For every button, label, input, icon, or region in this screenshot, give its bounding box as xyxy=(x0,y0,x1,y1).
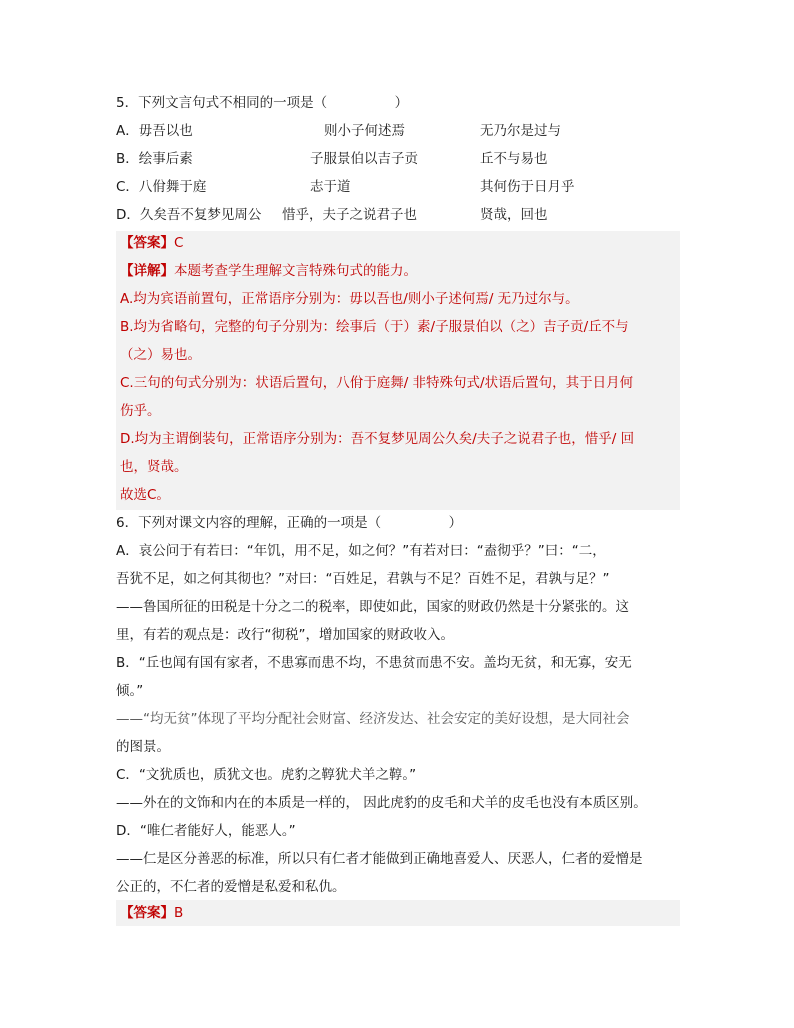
q5-detail xyxy=(120,262,417,280)
q5-stem: 5．下列文言句式不相同的一项是（ ） xyxy=(116,95,409,111)
q5-option-c-label: C．八佾舞于庭 xyxy=(116,179,207,195)
q5-explanation-line: 故选C。 xyxy=(120,487,170,503)
q5-option-a-b: 则小子何述焉 xyxy=(324,123,405,139)
q5-option-a-label: A．毋吾以也 xyxy=(116,123,193,139)
q6-body-line: 里，有若的观点是：改行“彻税”，增加国家的财政收入。 xyxy=(116,627,454,643)
q5-explanation-line: D.均为主谓倒装句，正常语序分别为：吾不复梦见周公久矣/夫子之说君子也，惜乎/ 回 xyxy=(120,431,635,447)
q6-body-line: ——仁是区分善恶的标准，所以只有仁者才能做到正确地喜爱人、厌恶人，仁者的爱憎是 xyxy=(116,851,643,867)
q6-body-line: 倾。” xyxy=(116,683,144,699)
q5-option-b xyxy=(116,150,680,168)
q6-body-line: 公正的，不仁者的爱憎是私爱和私仇。 xyxy=(116,879,346,895)
q6-stem: 6．下列对课文内容的理解，正确的一项是（ ） xyxy=(116,515,463,531)
q6-body-line: B．“丘也闻有国有家者，不患寡而患不均，不患贫而患不安。盖均无贫，和无寡，安无 xyxy=(116,655,632,671)
q5-explanation-line: A.均为宾语前置句，正常语序分别为：毋以吾也/则小子述何焉/ 无乃过尔与。 xyxy=(120,291,579,307)
q5-explanation-line: （之）易也。 xyxy=(120,347,201,363)
q6-answer-value: B xyxy=(174,905,184,921)
q6-answer xyxy=(120,904,183,922)
q5-option-d-label: D．久矣吾不复梦见周公 xyxy=(116,207,262,223)
q6-body-line: A．哀公问于有若曰：“年饥，用不足，如之何？”有若对曰：“盍彻乎？”曰：“二， xyxy=(116,543,606,559)
q5-explanation-line: 伤乎。 xyxy=(120,403,161,419)
q5-explanation-line: 也，贤哉。 xyxy=(120,459,188,475)
q5-answer-box xyxy=(116,231,680,510)
q5-option-b-b: 子服景伯以吉子贡 xyxy=(310,151,418,167)
q6-body-line: D．“唯仁者能好人，能恶人。” xyxy=(116,823,296,839)
q5-option-d-c: 贤哉，回也 xyxy=(480,207,548,223)
q5-option-c xyxy=(116,178,680,196)
q6-body-line: ——“均无贫”体现了平均分配社会财富、经济发达、社会安定的美好设想，是大同社会 xyxy=(116,711,630,727)
q5-option-d-b: 惜乎，夫子之说君子也 xyxy=(282,207,417,223)
q6-body-line: C．“文犹质也，质犹文也。虎豹之鞟犹犬羊之鞟。” xyxy=(116,767,417,783)
q5-answer xyxy=(120,234,183,252)
q5-answer-value: C xyxy=(174,235,184,251)
q5-option-c-c: 其何伤于日月乎 xyxy=(480,179,575,195)
q5-option-b-c: 丘不与易也 xyxy=(480,151,548,167)
q5-option-c-b: 志于道 xyxy=(310,179,351,195)
q6-body-line: 的图景。 xyxy=(116,739,170,755)
q5-answer-tag: 【答案】 xyxy=(120,235,174,251)
q6-body-line: ——鲁国所征的田税是十分之二的税率，即使如此，国家的财政仍然是十分紧张的。这 xyxy=(116,599,629,615)
q5-detail-tag: 【详解】 xyxy=(120,263,174,279)
q5-option-b-label: B．绘事后素 xyxy=(116,151,193,167)
q6-answer-box xyxy=(116,900,680,926)
q6-body-line: ——外在的文饰和内在的本质是一样的， 因此虎豹的皮毛和犬羊的皮毛也没有本质区别。 xyxy=(116,795,647,811)
q5-explanation-line: B.均为省略句，完整的句子分别为：绘事后（于）素/子服景伯以（之）吉子贡/丘不与 xyxy=(120,319,629,335)
q5-option-d xyxy=(116,206,680,224)
q5-detail-intro: 本题考查学生理解文言特殊句式的能力。 xyxy=(174,263,417,279)
q6-answer-tag: 【答案】 xyxy=(120,905,174,921)
q5-explanation-line: C.三句的句式分别为：状语后置句，八佾于庭舞/ 非特殊句式/状语后置句，其于日月何 xyxy=(120,375,634,391)
q5-option-a xyxy=(116,122,680,140)
q6-body-line: 吾犹不足，如之何其彻也？”对曰：“百姓足，君孰与不足？百姓不足，君孰与足？” xyxy=(116,571,610,587)
q5-option-a-c: 无乃尔是过与 xyxy=(480,123,561,139)
